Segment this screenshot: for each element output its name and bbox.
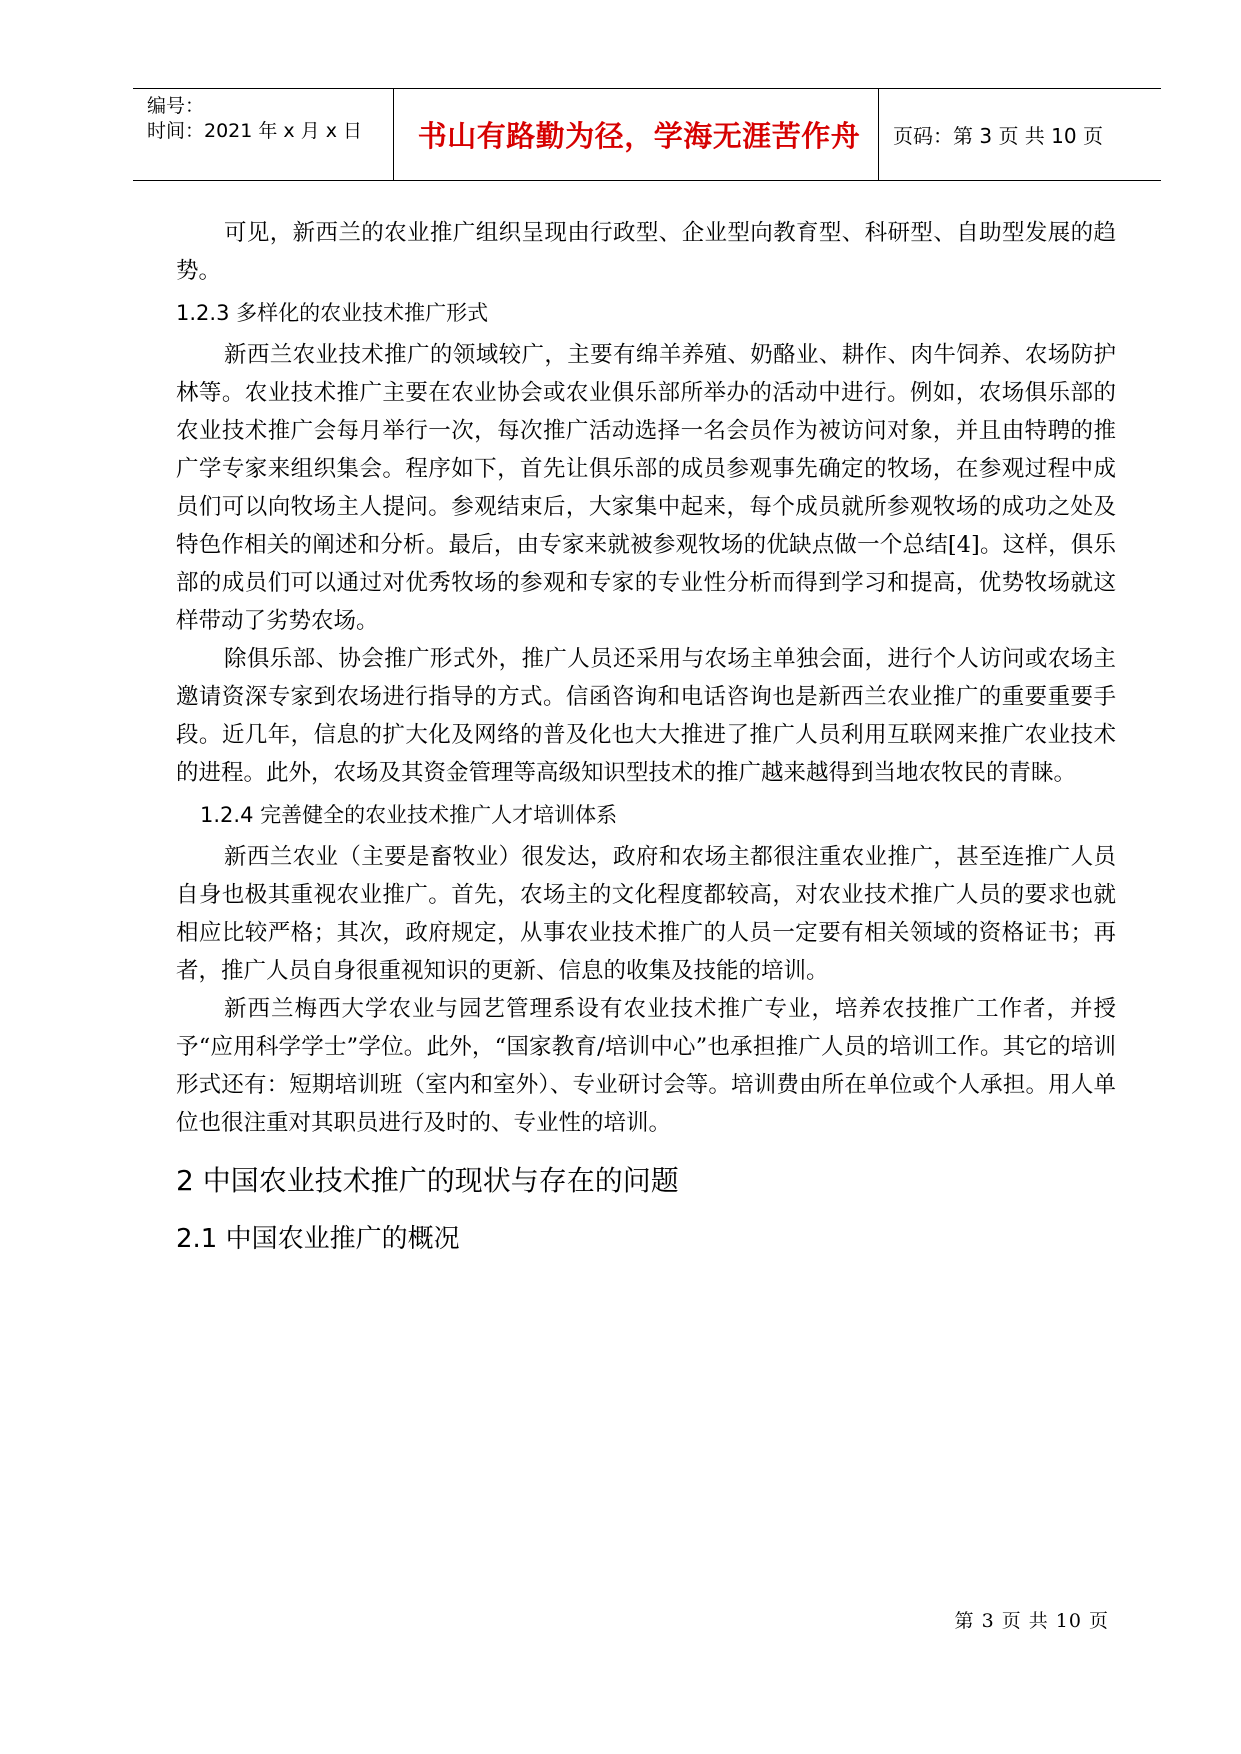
header-page-info: 页码：第 3 页 共 10 页	[893, 124, 1103, 148]
header-divider-right	[878, 89, 879, 180]
section-heading-2-1: 2.1 中国农业推广的概况	[176, 1224, 460, 1254]
section-heading-1-2-3: 1.2.3 多样化的农业技术推广形式	[176, 301, 489, 325]
document-body	[176, 214, 1116, 1262]
section-heading-1-2-4: 1.2.4 完善健全的农业技术推广人才培训体系	[200, 803, 618, 827]
page-header	[133, 88, 1161, 181]
paragraph-organization-trend: 可见，新西兰的农业推广组织呈现由行政型、企业型向教育型、科研型、自助型发展的趋势。	[176, 220, 1116, 284]
chapter-heading-2: 2 中国农业技术推广的现状与存在的问题	[176, 1164, 679, 1197]
paragraph-other-methods: 除俱乐部、协会推广形式外，推广人员还采用与农场主单独会面，进行个人访问或农场主邀请资深专家到农场进行指导的方式。信函咨询和电话咨询也是新西兰农业推广的重要重要手段。近几年，信息的扩大化及网络的普及化也大大推进了推广人员利用互联网来推广农业技术的进程。此外，农场及其资金管理等高级知识型技术的推广越来越得到当地农牧民的青睐。	[176, 646, 1116, 786]
paragraph-university-training: 新西兰梅西大学农业与园艺管理系设有农业技术推广专业，培养农技推广工作者，并授予“应用科学学士”学位。此外，“国家教育/培训中心”也承担推广人员的培训工作。其它的培训形式还有：短期培训班（室内和室外）、专业研讨会等。培训费由所在单位或个人承担。用人单位也很注重对其职员进行及时的、专业性的培训。	[176, 996, 1116, 1136]
paragraph-training-system: 新西兰农业（主要是畜牧业）很发达，政府和农场主都很注重农业推广，甚至连推广人员自身也极其重视农业推广。首先，农场主的文化程度都较高，对农业技术推广人员的要求也就相应比较严格；其次，政府规定，从事农业技术推广的人员一定要有相关领域的资格证书；再者，推广人员自身很重视知识的更新、信息的收集及技能的培训。	[176, 844, 1116, 984]
header-time-label: 时间：2021 年 x 月 x 日	[147, 120, 363, 142]
header-meta	[147, 94, 362, 144]
header-number-label: 编号：	[147, 95, 205, 117]
header-motto: 书山有路勤为径，学海无涯苦作舟	[417, 119, 861, 153]
page-footer: 第 3 页 共 10 页	[954, 1610, 1109, 1632]
paragraph-extension-forms: 新西兰农业技术推广的领域较广，主要有绵羊养殖、奶酪业、耕作、肉牛饲养、农场防护林等。农业技术推广主要在农业协会或农业俱乐部所举办的活动中进行。例如，农场俱乐部的农业技术推广会每月举行一次，每次推广活动选择一名会员作为被访问对象，并且由特聘的推广学专家来组织集会。程序如下，首先让俱乐部的成员参观事先确定的牧场，在参观过程中成员们可以向牧场主人提问。参观结束后，大家集中起来，每个成员就所参观牧场的成功之处及特色作相关的阐述和分析。最后，由专家来就被参观牧场的优缺点做一个总结[4]。这样，俱乐部的成员们可以通过对优秀牧场的参观和专家的专业性分析而得到学习和提高，优势牧场就这样带动了劣势农场。	[176, 342, 1116, 634]
